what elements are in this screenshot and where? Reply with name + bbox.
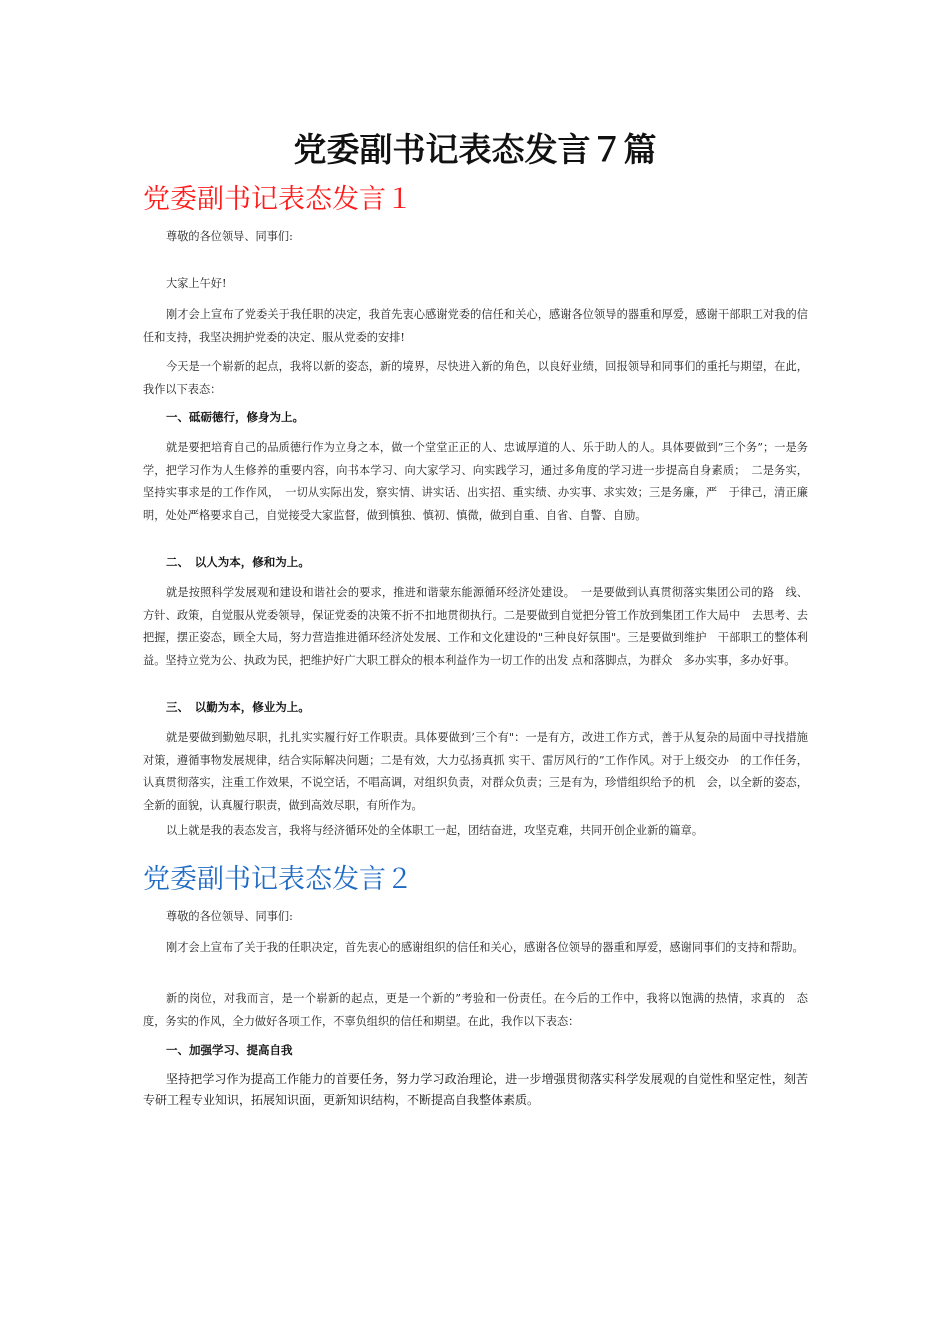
speech-1-heading-3: 三、 以勤为本，修业为上。 — [166, 700, 310, 714]
speech-1-heading-1: 一、砥砺德行，修身为上。 — [166, 410, 304, 424]
speech-2-paragraph-1: 刚才会上宣布了关于我的任职决定，首先衷心的感谢组织的信任和关心，感谢各位领导的器重和厚爱，感谢同事们的支持和帮助。 — [166, 941, 804, 954]
speech-1-paragraph-1: 刚才会上宣布了党委关于我任职的决定，我首先衷心感谢党委的信任和关心，感谢各位领导的器重和厚爱，感谢干部职工对我的信任和支持，我坚决拥护党委的决定、服从党委的安排! — [143, 308, 808, 344]
speech-1-title: 党委副书记表态发言１ — [143, 184, 413, 215]
speech-1-paragraph-3: 就是要把培育自己的品质德行作为立身之本，做一个堂堂正正的人、忠诚厚道的人、乐于助人的人。具体要做到”三个务”；一是务学，把学习作为人生修养的重要内容，向书本学习、向大家学习、向实践学习，通过多角度的学习进一步提高自身素质； 二是务实，坚持实事求是的工作作风， 一切从实际出发，察实情、讲实话、出实招、重实绩、办实事、求实效；三是务廉，严 于律己，清正廉明，处处严格要求自己，自觉接受大家监督，做到慎独、慎初、慎微，做到自重、自省、自警、自励。 — [143, 441, 808, 522]
speech-2-title: 党委副书记表态发言２ — [143, 864, 413, 895]
document-title: 党委副书记表态发言７篇 — [293, 130, 657, 169]
speech-2-greeting: 尊敬的各位领导、同事们: — [166, 910, 293, 923]
speech-1-closing: 以上就是我的表态发言，我将与经济循环处的全体职工一起，团结奋进，攻坚克难，共同开创企业新的篇章。 — [166, 824, 704, 837]
speech-1-salutation: 大家上午好! — [166, 277, 227, 290]
speech-1-paragraph-2: 今天是一个崭新的起点，我将以新的姿态，新的境界，尽快进入新的角色，以良好业绩，回报领导和同事们的重托与期望，在此，我作以下表态： — [143, 360, 808, 396]
speech-2-paragraph-3: 坚持把学习作为提高工作能力的首要任务，努力学习政治理论，进一步增强贯彻落实科学发展观的自觉性和坚定性，刻苦 专研工程专业知识，拓展知识面，更新知识结构，不断提高自我整体素质。 — [143, 1072, 821, 1107]
speech-1-paragraph-4: 就是按照科学发展观和建设和谐社会的要求，推进和谐蒙东能源循环经济处建设。 一是要做到认真贯彻落实集团公司的路 线、方针、政策，自觉服从党委领导，保证党委的决策不折不扣地贯彻执行。二是要做到自觉把分管工作放到集团工作大局中 去思考、去把握，摆正姿态，顾全大局，努力营造推进循环经济处发展、工作和文化建设的"三种良好氛围"。三是要做到维护 干部职工的整体利益。坚持立党为公、执政为民，把维护好广大职工群众的根本利益作为一切工作的出发 点和落脚点，为群众 多办实事，多办好事。 — [143, 586, 808, 667]
speech-2-heading-1: 一、加强学习、提高自我 — [166, 1043, 293, 1057]
speech-1-greeting: 尊敬的各位领导、同事们: — [166, 230, 293, 243]
speech-1-paragraph-5: 就是要做到勤勉尽职，扎扎实实履行好工作职责。具体要做到’三个有"：一是有方，改进工作方式，善于从复杂的局面中寻找措施对策，遵循事物发展规律，结合实际解决问题；二是有效，大力弘扬真抓 实干、雷厉风行的”工作作风。对于上级交办 的工作任务，认真贯彻落实，注重工作效果，不说空话，不唱高调，对组织负责，对群众负责；三是有为，珍惜组织给予的机 会，以全新的姿态，全新的面貌，认真履行职责，做到高效尽职，有所作为。 — [143, 731, 808, 812]
speech-2-paragraph-2: 新的岗位，对我而言，是一个崭新的起点，更是一个新的”考验和一份责任。在今后的工作中，我将以饱满的热情，求真的 态度，务实的作风，全力做好各项工作，不辜负组织的信任和期望。在此，我作以下表态： — [143, 992, 808, 1028]
speech-1-heading-2: 二、 以人为本，修和为上。 — [166, 555, 310, 569]
